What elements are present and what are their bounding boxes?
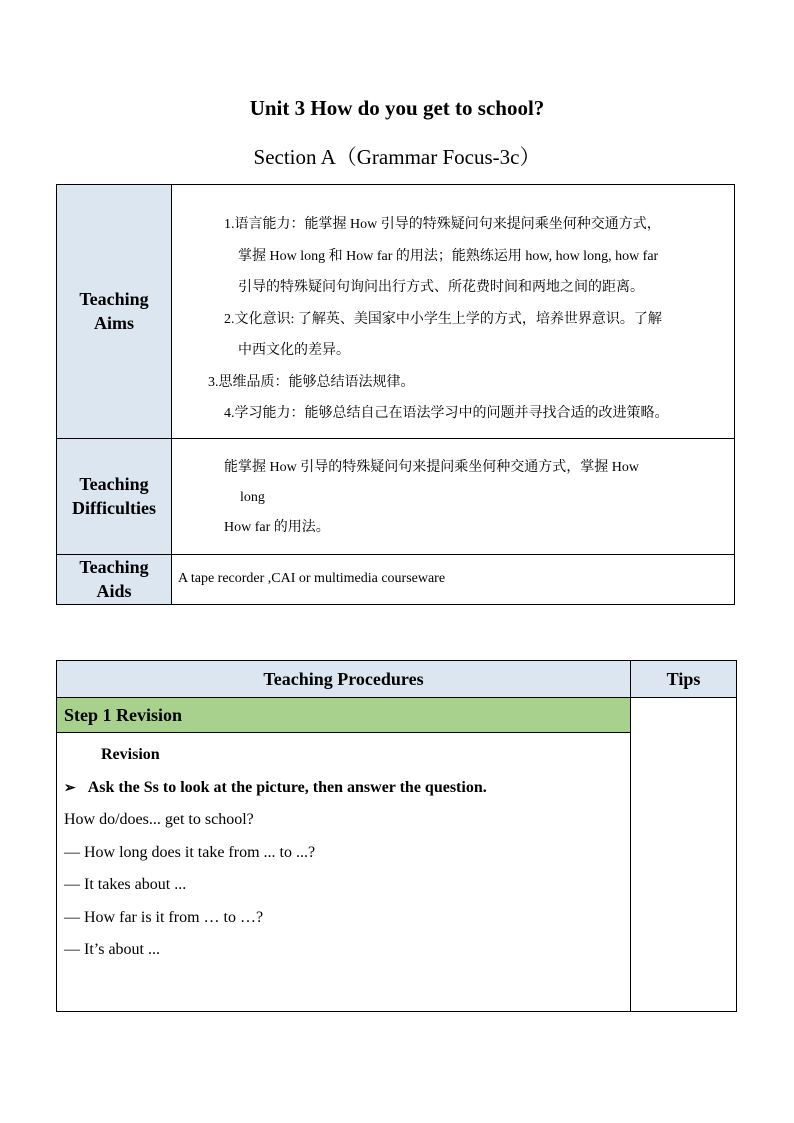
difficulties-content: [172, 438, 735, 554]
difficulties-line-1: 能掌握 How 引导的特殊疑问句来提问乘坐何种交通方式，掌握 How: [224, 459, 639, 475]
aims-label-line1: Teaching: [79, 289, 149, 310]
aids-label-line2: Aids: [96, 581, 132, 601]
procedure-line: — It’s about ...: [64, 941, 160, 958]
procedure-content: [57, 733, 631, 1012]
teaching-info-table: [56, 184, 735, 605]
arrow-bullet-icon: ➢: [64, 780, 76, 796]
difficulties-line-3: How far 的用法。: [224, 519, 330, 535]
procedure-line: How do/does... get to school?: [64, 811, 254, 828]
aims-line: 2.文化意识: 了解英、美国家中小学生上学的方式，培养世界意识。了解: [224, 311, 662, 327]
aims-content: [172, 185, 735, 439]
difficulties-label: [57, 438, 172, 554]
aims-label: [57, 185, 172, 439]
procedures-header: Teaching Procedures: [57, 661, 631, 698]
step-title: Step 1 Revision: [57, 698, 631, 733]
instruction-text: Ask the Ss to look at the picture, then answer the question.: [87, 778, 487, 796]
procedure-line: — It takes about ...: [64, 876, 187, 893]
difficulties-label-line1: Teaching: [79, 474, 149, 494]
difficulties-line-2: long: [240, 489, 265, 505]
teaching-procedures-table: [56, 660, 737, 1012]
procedure-line: — How far is it from … to …?: [64, 908, 264, 926]
aims-line: 引导的特殊疑问句询问出行方式、所花费时间和两地之间的距离。: [238, 280, 644, 295]
aims-line: 中西文化的差异。: [238, 343, 350, 358]
aids-label-line1: Teaching: [79, 557, 149, 577]
aids-label: [57, 554, 172, 604]
aims-line-1-block: [194, 209, 726, 304]
aims-line: 1.语言能力：能掌握 How 引导的特殊疑问句来提问乘坐何种交通方式，: [224, 217, 661, 232]
document-title: Unit 3 How do you get to school?: [249, 96, 545, 120]
instruction-line: [64, 772, 623, 805]
aims-line-4: 4.学习能力：能够总结自己在语法学习中的问题并寻找合适的改进策略。: [224, 406, 669, 421]
procedure-line: — How long does it take from ... to ...?: [64, 843, 316, 861]
difficulties-label-line2: Difficulties: [72, 498, 156, 518]
tips-header: Tips: [631, 661, 737, 698]
aids-content: A tape recorder ,CAI or multimedia courseware: [172, 554, 735, 604]
revision-heading: Revision: [101, 746, 160, 763]
aims-line-3: 3.思维品质：能够总结语法规律。: [208, 374, 415, 390]
aims-line-2-block: [194, 304, 726, 367]
aims-line: 掌握 How long 和 How far 的用法；能熟练运用 how, how long, how far: [238, 248, 659, 264]
tips-cell: [631, 698, 737, 1012]
aims-label-line2: Aims: [94, 313, 134, 334]
document-subtitle: Section A（Grammar Focus-3c）: [253, 145, 541, 169]
